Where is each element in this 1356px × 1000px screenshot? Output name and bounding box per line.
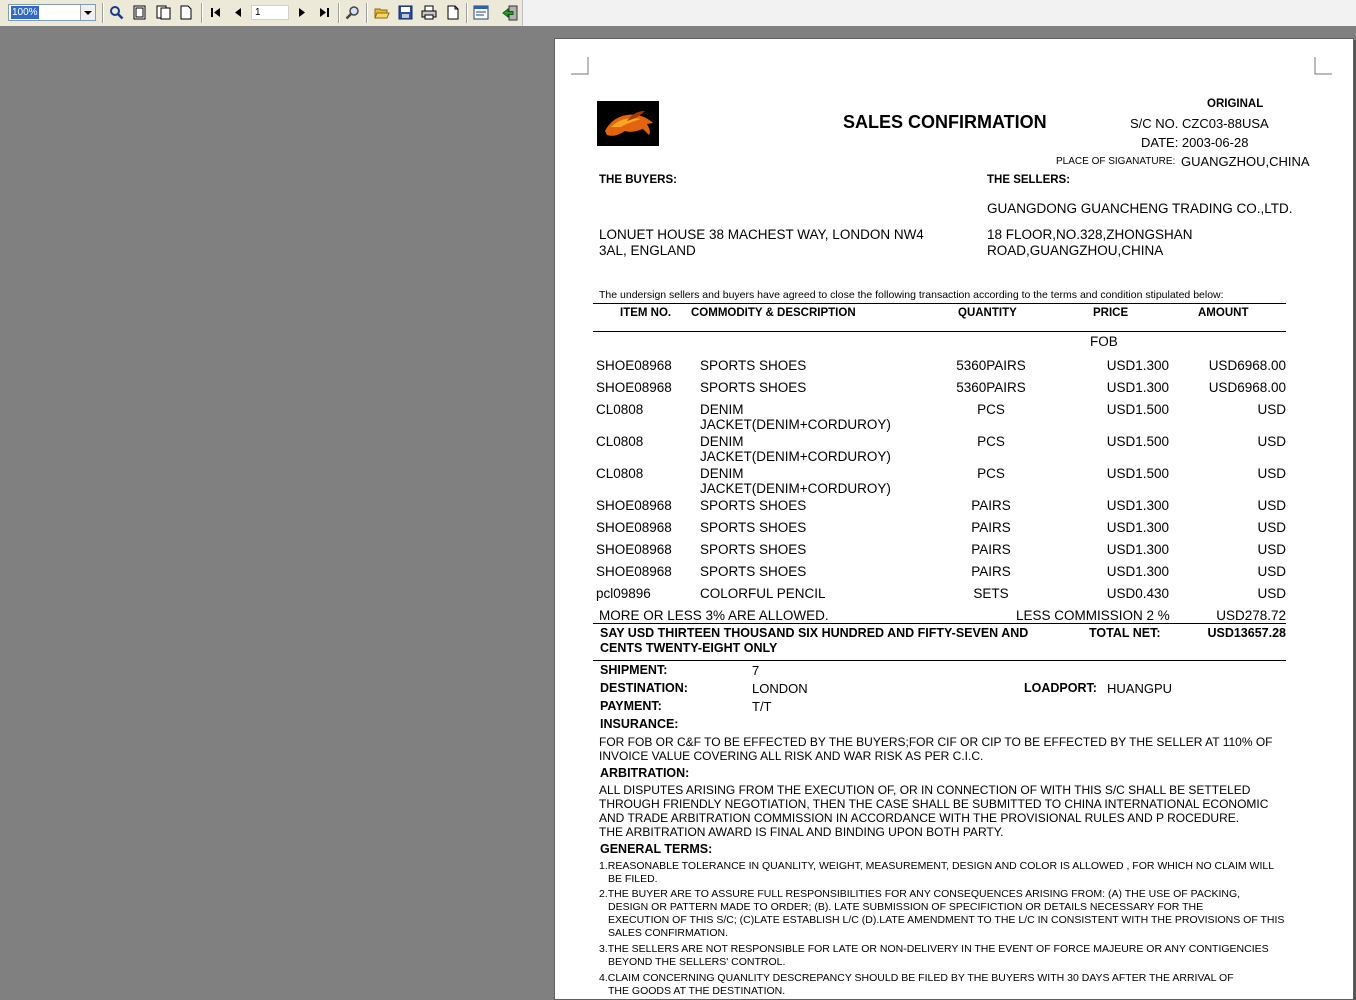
toolbar-separator: [338, 3, 340, 23]
exit-icon[interactable]: [501, 4, 518, 21]
report-viewer-toolbar: [0, 0, 1356, 26]
buyers-address-line2: 3AL, ENGLAND: [599, 243, 696, 258]
single-page-icon[interactable]: [131, 4, 148, 21]
term-4-line1: 4.CLAIM CONCERNING QUANLITY DESCREPANCY SHOULD BE FILED BY THE BUYERS WITH 30 DAYS AFTER THE ARRIVAL OF: [599, 972, 1234, 984]
total-net-label: TOTAL NET:: [1089, 626, 1161, 640]
find-icon[interactable]: [344, 4, 361, 21]
cell-item-no: SHOE08968: [596, 498, 672, 513]
cell-item-no: CL0808: [596, 434, 644, 449]
zoom-select[interactable]: [8, 4, 96, 21]
payment-value: T/T: [752, 699, 772, 714]
cell-description: SPORTS SHOES: [700, 498, 807, 513]
price-term: FOB: [1090, 334, 1118, 349]
buyers-label: THE BUYERS:: [599, 174, 677, 186]
intro-text: The undersign sellers and buyers have agreed to close the following transaction according to the terms and condition stipulated below:: [599, 289, 1224, 301]
insurance-text-line1: FOR FOB OR C&F TO BE EFFECTED BY THE BUYERS;FOR CIF OR CIP TO BE EFFECTED BY THE SELLER AT 110% OF: [599, 735, 1273, 749]
cell-item-no: CL0808: [596, 466, 644, 481]
cell-quantity: PAIRS: [971, 520, 1011, 535]
zoom-value: 100%: [12, 7, 38, 18]
col-header-quantity: QUANTITY: [958, 307, 1017, 319]
arbitration-text-line1: ALL DISPUTES ARISING FROM THE EXECUTION OF, OR IN CONNECTION OF WITH THIS S/C SHALL BE SETTELED: [599, 783, 1251, 797]
sellers-name: GUANGDONG GUANCHENG TRADING CO.,LTD.: [987, 201, 1293, 216]
cell-item-no: SHOE08968: [596, 520, 672, 535]
buyers-address-line1: LONUET HOUSE 38 MACHEST WAY, LONDON NW4: [599, 227, 924, 242]
cell-price: USD0.430: [1106, 586, 1169, 601]
cell-amount: USD: [1257, 542, 1286, 557]
cell-quantity: 5360PAIRS: [956, 380, 1026, 395]
sellers-label: THE SELLERS:: [987, 174, 1071, 186]
loadport-label: LOADPORT:: [1024, 681, 1097, 695]
cell-item-no: SHOE08968: [596, 564, 672, 579]
multi-page-icon[interactable]: [177, 4, 194, 21]
first-page-icon[interactable]: [207, 4, 224, 21]
new-page-icon[interactable]: [444, 4, 461, 21]
shipment-value: 7: [752, 663, 760, 678]
toolbar-separator: [102, 3, 104, 23]
arbitration-label: ARBITRATION:: [600, 766, 690, 780]
commission-label: LESS COMMISSION 2 %: [1016, 608, 1170, 623]
document-date: DATE: 2003-06-28: [1141, 135, 1249, 150]
total-rule: [593, 660, 1286, 661]
insurance-label: INSURANCE:: [600, 717, 679, 731]
cell-amount: USD: [1257, 434, 1286, 449]
company-logo: [597, 101, 659, 146]
toolbar-separator: [201, 3, 203, 23]
cell-quantity: PCS: [977, 466, 1005, 481]
cell-item-no: SHOE08968: [596, 380, 672, 395]
place-label: PLACE OF SIGANATURE:: [1056, 156, 1176, 167]
crop-mark-top-right: [1314, 57, 1332, 75]
print-icon[interactable]: [420, 4, 437, 21]
cell-description-line2: JACKET(DENIM+CORDUROY): [700, 449, 891, 464]
arbitration-text-line4: THE ARBITRATION AWARD IS FINAL AND BINDING UPON BOTH PARTY.: [599, 825, 1004, 839]
cell-item-no: pcl09896: [596, 586, 651, 601]
cell-price: USD1.300: [1106, 380, 1169, 395]
prev-page-icon[interactable]: [230, 4, 247, 21]
insurance-text-line2: INVOICE VALUE COVERING ALL RISK AND WAR RISK AS PER C.I.C.: [599, 749, 984, 763]
cell-price: USD1.300: [1106, 564, 1169, 579]
cell-amount: USD: [1257, 466, 1286, 481]
next-page-icon[interactable]: [293, 4, 310, 21]
col-header-amount: AMOUNT: [1198, 307, 1249, 319]
last-page-icon[interactable]: [316, 4, 333, 21]
cell-description: SPORTS SHOES: [700, 542, 807, 557]
toolbar-empty-area: [523, 0, 1356, 26]
col-header-description: COMMODITY & DESCRIPTION: [691, 307, 856, 319]
commission-rule: [593, 623, 1286, 624]
term-3-line2: BEYOND THE SELLERS' CONTROL.: [608, 956, 786, 968]
toolbar-separator: [366, 3, 368, 23]
cell-price: USD1.300: [1106, 358, 1169, 373]
sc-number: S/C NO. CZC03-88USA: [1130, 116, 1269, 131]
cell-description: DENIM: [700, 402, 744, 417]
cell-amount: USD: [1257, 498, 1286, 513]
payment-label: PAYMENT:: [600, 699, 662, 713]
destination-label: DESTINATION:: [600, 681, 688, 695]
crop-mark-top-left: [571, 57, 589, 75]
term-3-line1: 3.THE SELLERS ARE NOT RESPONSIBLE FOR LATE OR NON-DELIVERY IN THE EVENT OF FORCE MAJEURE OR ANY CONTIGENCIES: [599, 943, 1269, 955]
chevron-down-icon[interactable]: [80, 5, 95, 20]
sellers-address-line2: ROAD,GUANGZHOU,CHINA: [987, 243, 1164, 258]
search-icon[interactable]: [108, 4, 125, 21]
header-bottom-rule: [593, 331, 1286, 332]
destination-value: LONDON: [752, 681, 808, 696]
original-label: ORIGINAL: [1207, 98, 1264, 110]
place-value: GUANGZHOU,CHINA: [1181, 154, 1310, 169]
cell-quantity: PAIRS: [971, 564, 1011, 579]
term-1-line2: BE FILED.: [608, 873, 658, 885]
cell-description-line2: JACKET(DENIM+CORDUROY): [700, 481, 891, 496]
page-setup-icon[interactable]: [472, 4, 489, 21]
cell-quantity: PCS: [977, 402, 1005, 417]
term-4-line2: THE GOODS AT THE DESTINATION.: [608, 985, 786, 997]
cell-quantity: PAIRS: [971, 498, 1011, 513]
cell-item-no: SHOE08968: [596, 542, 672, 557]
sellers-address-line1: 18 FLOOR,NO.328,ZHONGSHAN: [987, 227, 1193, 242]
term-1-line1: 1.REASONABLE TOLERANCE IN QUANLITY, WEIGHT, MEASUREMENT, DESIGN AND COLOR IS ALLOWED , FOR WHICH NO CLAIM WILL: [599, 860, 1275, 872]
cell-price: USD1.500: [1106, 466, 1169, 481]
cell-price: USD1.300: [1106, 520, 1169, 535]
cell-description: DENIM: [700, 466, 744, 481]
table-top-rule: [593, 303, 1286, 304]
shipment-label: SHIPMENT:: [600, 663, 668, 677]
document-page: [554, 38, 1354, 1000]
general-terms-label: GENERAL TERMS:: [600, 842, 713, 856]
term-2-line1: 2.THE BUYER ARE TO ASSURE FULL RESPONSIBILITIES FOR ANY CONSEQUENCES ARISING FROM: (A) THE USE OF PACKING,: [599, 888, 1241, 900]
cell-amount: USD: [1257, 402, 1286, 417]
cell-price: USD1.500: [1106, 434, 1169, 449]
term-2-line4: SALES CONFIRMATION.: [608, 927, 728, 939]
cell-quantity: PCS: [977, 434, 1005, 449]
amount-in-words-line2: CENTS TWENTY-EIGHT ONLY: [600, 641, 778, 655]
commission-value: USD278.72: [1216, 608, 1286, 623]
cell-item-no: CL0808: [596, 402, 644, 417]
col-header-price: PRICE: [1093, 307, 1129, 319]
term-2-line2: DESIGN OR PATTERN MADE TO ORDER; (B). LATE SUBMISSION OF SPECIFICTION OR DETAILS NECESSARY FOR THE: [608, 901, 1204, 913]
cell-description: DENIM: [700, 434, 744, 449]
cell-description: COLORFUL PENCIL: [700, 586, 826, 601]
two-page-icon[interactable]: [155, 4, 172, 21]
save-icon[interactable]: [397, 4, 414, 21]
open-icon[interactable]: [373, 4, 390, 21]
cell-description: SPORTS SHOES: [700, 564, 807, 579]
arbitration-text-line3: AND TRADE ARBITRATION COMMISSION IN ACCORDANCE WITH THE PROVISIONAL RULES AND P ROCEDURE.: [599, 811, 1240, 825]
col-header-item: ITEM NO.: [620, 307, 672, 319]
cell-amount: USD: [1257, 564, 1286, 579]
cell-quantity: 5360PAIRS: [956, 358, 1026, 373]
cell-quantity: SETS: [973, 586, 1009, 601]
cell-description: SPORTS SHOES: [700, 520, 807, 535]
loadport-value: HUANGPU: [1107, 681, 1173, 696]
term-2-line3: EXECUTION OF THIS S/C; (C)LATE ESTABLISH L/C (D).LATE AMENDMENT TO THE L/C IN CONSISTENT WITH THE PROVISIONS OF THIS: [608, 914, 1285, 926]
cell-description-line2: JACKET(DENIM+CORDUROY): [700, 417, 891, 432]
amount-in-words-line1: SAY USD THIRTEEN THOUSAND SIX HUNDRED AND FIFTY-SEVEN AND: [600, 626, 1029, 640]
toolbar-separator: [466, 3, 468, 23]
total-net-value: USD13657.28: [1207, 626, 1286, 640]
cell-quantity: PAIRS: [971, 542, 1011, 557]
cell-item-no: SHOE08968: [596, 358, 672, 373]
cell-description: SPORTS SHOES: [700, 380, 807, 395]
document-title: SALES CONFIRMATION: [843, 112, 1047, 132]
arbitration-text-line2: THROUGH FRIENDLY NEGOTIATION, THEN THE CASE SHALL BE SUBMITTED TO CHINA INTERNATIONAL ECONOMIC: [599, 797, 1269, 811]
cell-amount: USD6968.00: [1208, 380, 1286, 395]
cell-price: USD1.500: [1106, 402, 1169, 417]
tolerance-note: MORE OR LESS 3% ARE ALLOWED.: [599, 608, 829, 623]
page-number-input[interactable]: 1: [251, 5, 289, 20]
cell-amount: USD: [1257, 586, 1286, 601]
cell-price: USD1.300: [1106, 498, 1169, 513]
cell-amount: USD: [1257, 520, 1286, 535]
cell-amount: USD6968.00: [1208, 358, 1286, 373]
cell-description: SPORTS SHOES: [700, 358, 807, 373]
cell-price: USD1.300: [1106, 542, 1169, 557]
